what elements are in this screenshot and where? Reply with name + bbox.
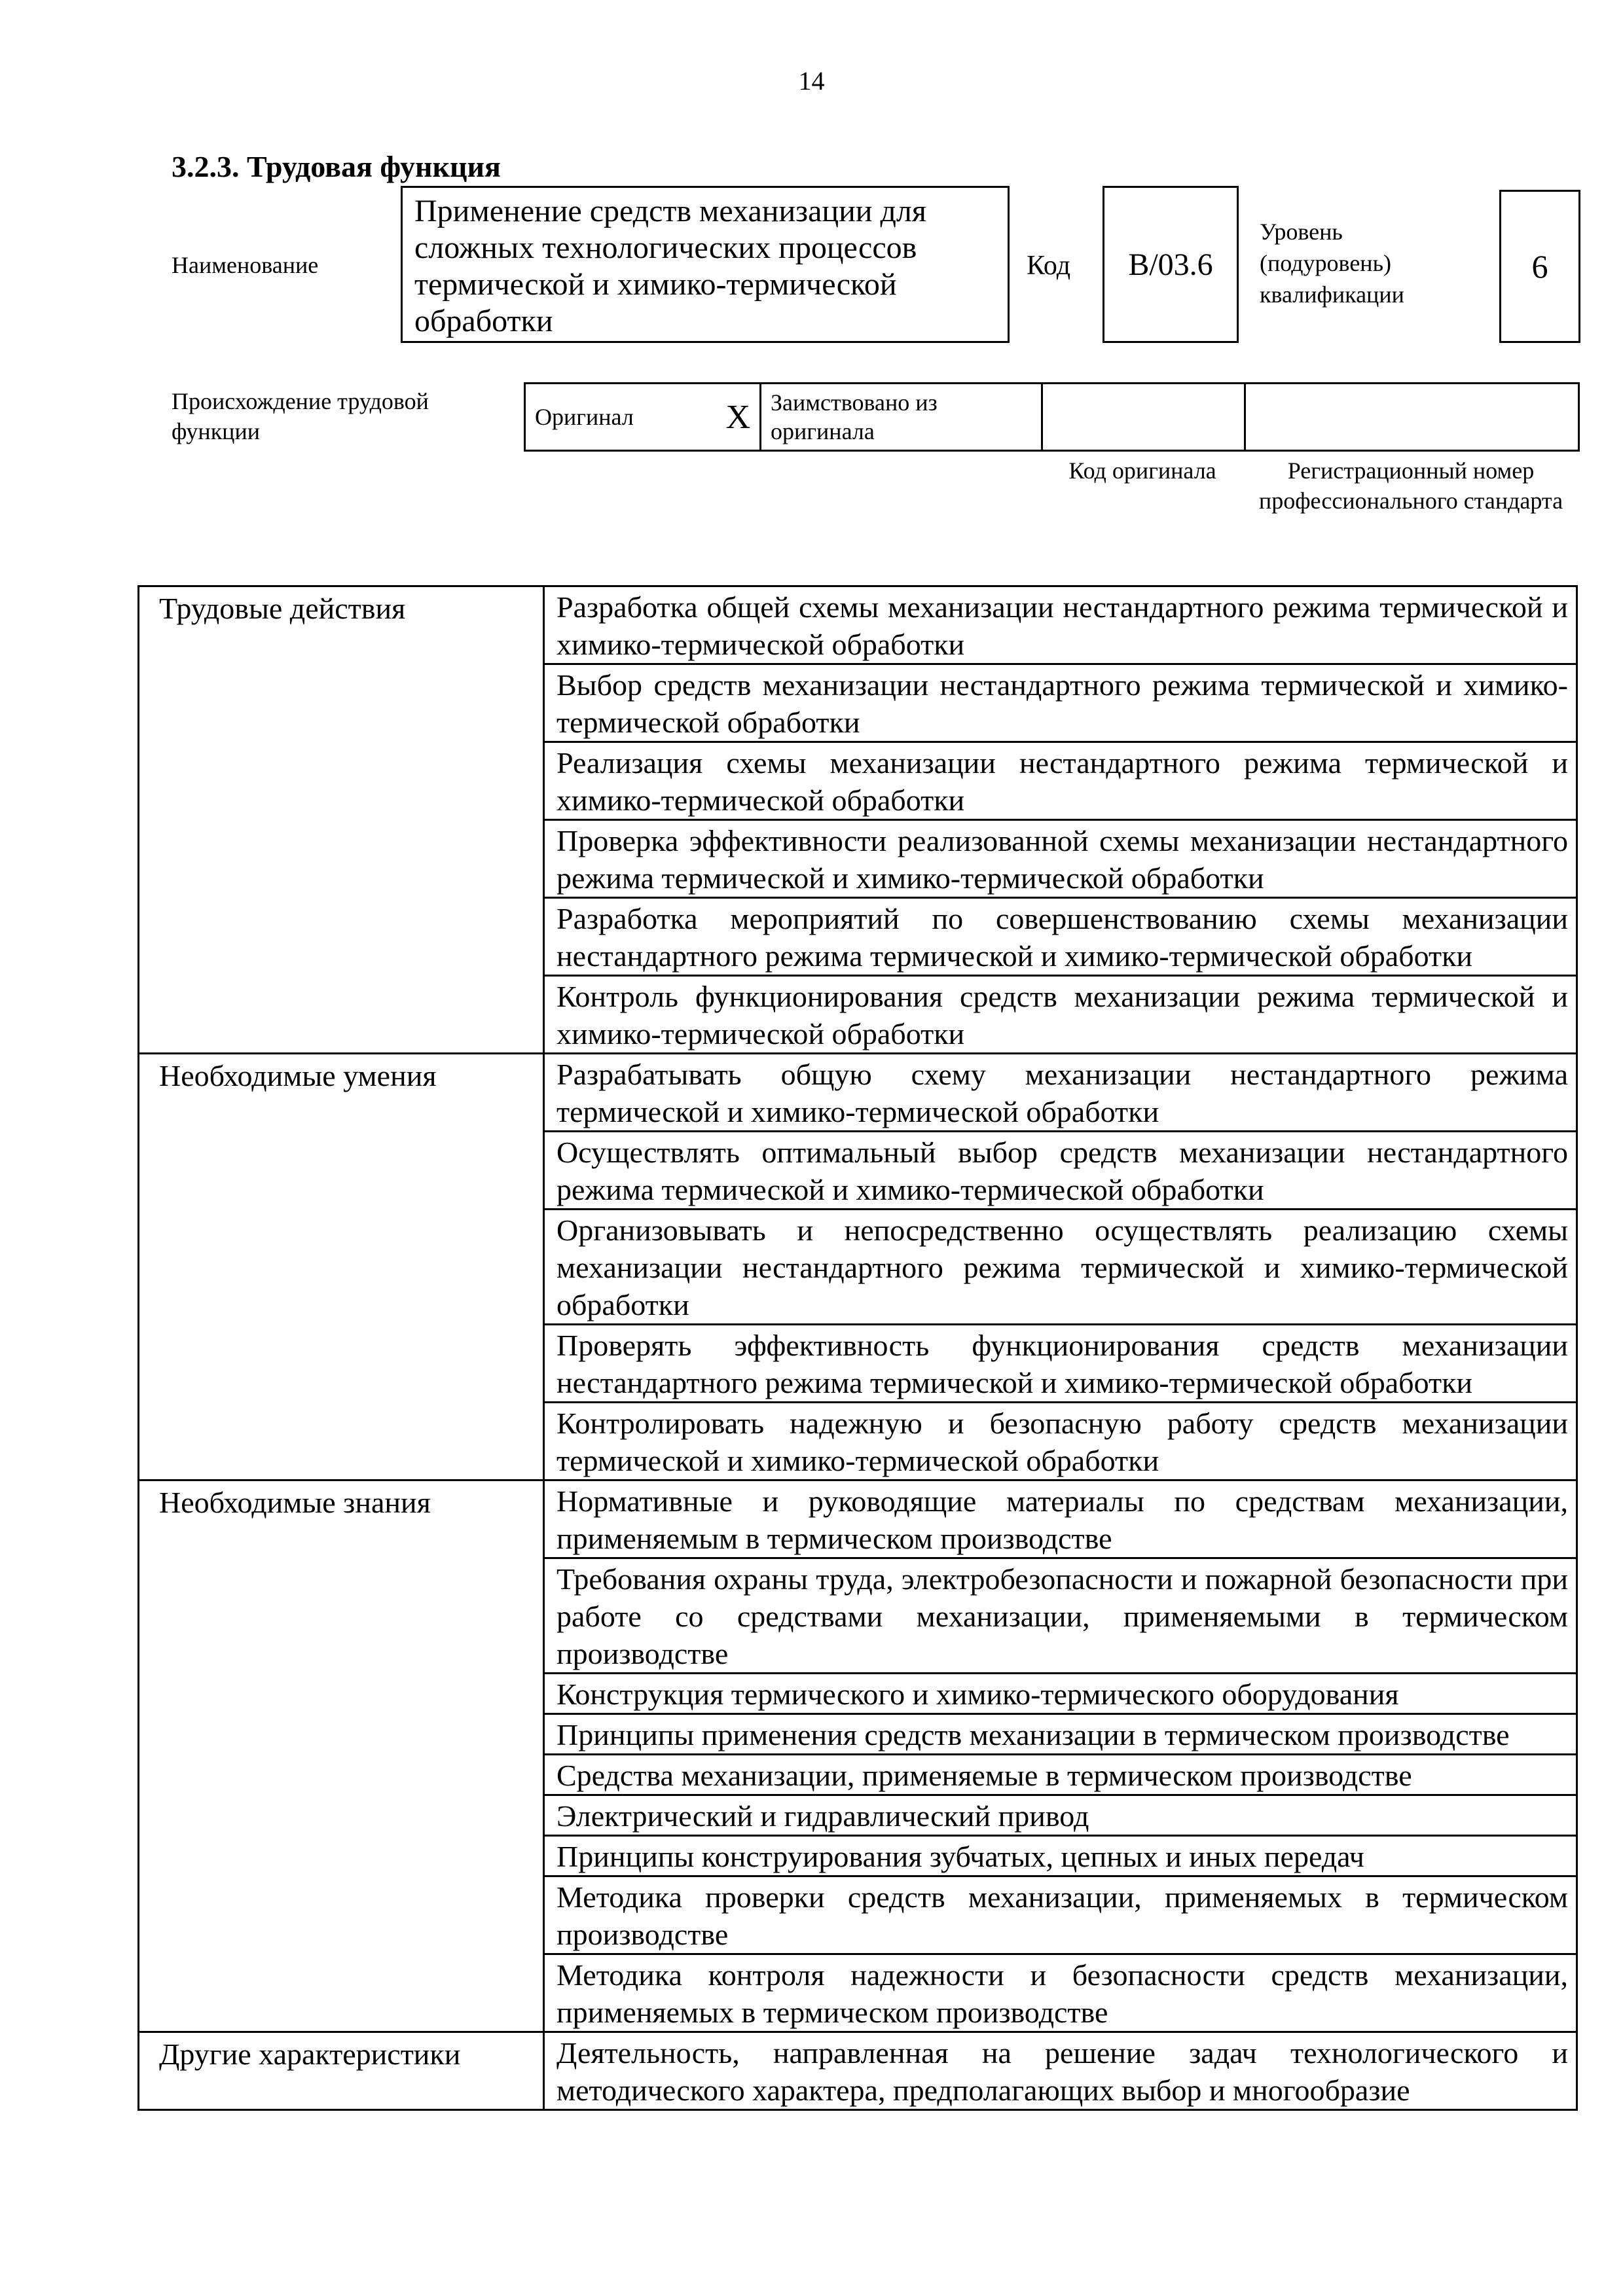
name-label: Наименование [172,252,319,278]
item-cell: Принципы применения средств механизации в термическом производстве [544,1714,1577,1755]
item-cell: Проверка эффективности реализованной схемы механизации нестандартного режима термической и химико-термической обработки [544,820,1577,898]
page-number: 14 [798,66,825,96]
table-row [139,1054,1577,1132]
item-cell: Выбор средств механизации нестандартного режима термической и химико-термической обработки [544,664,1577,742]
main-table [137,585,1578,2111]
reg-number-label: Регистрационный номер профессионального стандарта [1258,457,1563,514]
item-cell: Организовывать и непосредственно осуществлять реализацию схемы механизации нестандартного режима термической и химико-термической обработки [544,1210,1577,1325]
function-name: Применение средств механизации для сложных технологических процессов термической и химико-термической обработки [401,186,1010,343]
origin-borrowed-cell [761,384,1042,451]
table-row [139,1480,1577,1558]
origin-label: Происхождение трудовой функции [172,388,429,444]
item-cell: Нормативные и руководящие материалы по средствам механизации, применяемым в термическом производстве [544,1480,1577,1558]
reg-number-cell [1245,384,1579,451]
item-cell: Контроль функционирования средств механизации режима термической и химико-термической обработки [544,976,1577,1054]
item-cell: Требования охраны труда, электробезопасности и пожарной безопасности при работе со средствами механизации, применяемыми в термическом производстве [544,1558,1577,1674]
item-cell: Разрабатывать общую схему механизации нестандартного режима термической и химико-термической обработки [544,1054,1577,1132]
item-cell: Осуществлять оптимальный выбор средств механизации нестандартного режима термической и химико-термической обработки [544,1132,1577,1210]
item-cell: Методика проверки средств механизации, применяемых в термическом производстве [544,1876,1577,1954]
item-cell: Разработка мероприятий по совершенствованию схемы механизации нестандартного режима термической и химико-термической обработки [544,898,1577,976]
item-cell: Контролировать надежную и безопасную работу средств механизации термической и химико-термической обработки [544,1403,1577,1480]
category-cell: Необходимые знания [139,1480,544,2032]
code-value: B/03.6 [1103,186,1239,343]
borrowed-label: Заимствовано из оригинала [771,389,938,444]
table-row [139,2032,1577,2110]
table-row [139,586,1577,664]
category-cell: Трудовые действия [139,586,544,1054]
level-value: 6 [1499,190,1580,343]
item-cell: Конструкция термического и химико-термического оборудования [544,1674,1577,1714]
original-mark: X [725,398,750,436]
level-label: Уровень (подуровень) квалификации [1260,219,1404,308]
item-cell: Средства механизации, применяемые в термическом производстве [544,1755,1577,1795]
original-label: Оригинал [535,404,634,430]
item-cell: Проверять эффективность функционирования средств механизации нестандартного режима термической и химико-термической обработки [544,1325,1577,1403]
item-cell: Методика контроля надежности и безопасности средств механизации, применяемых в термическом производстве [544,1954,1577,2032]
code-original-cell [1042,384,1245,451]
code-label: Код [1027,251,1071,281]
category-cell: Другие характеристики [139,2032,544,2110]
item-cell: Разработка общей схемы механизации нестандартного режима термической и химико-термической обработки [544,586,1577,664]
code-original-label: Код оригинала [1068,457,1216,484]
origin-original-cell [525,384,761,451]
section-title: 3.2.3. Трудовая функция [172,150,501,183]
item-cell: Электрический и гидравлический привод [544,1795,1577,1836]
item-cell: Реализация схемы механизации нестандартного режима термической и химико-термической обработки [544,742,1577,820]
item-cell: Деятельность, направленная на решение задач технологического и методического характера, предполагающих выбор и многообразие [544,2032,1577,2110]
category-cell: Необходимые умения [139,1054,544,1480]
item-cell: Принципы конструирования зубчатых, цепных и иных передач [544,1836,1577,1876]
origin-table [524,382,1580,452]
